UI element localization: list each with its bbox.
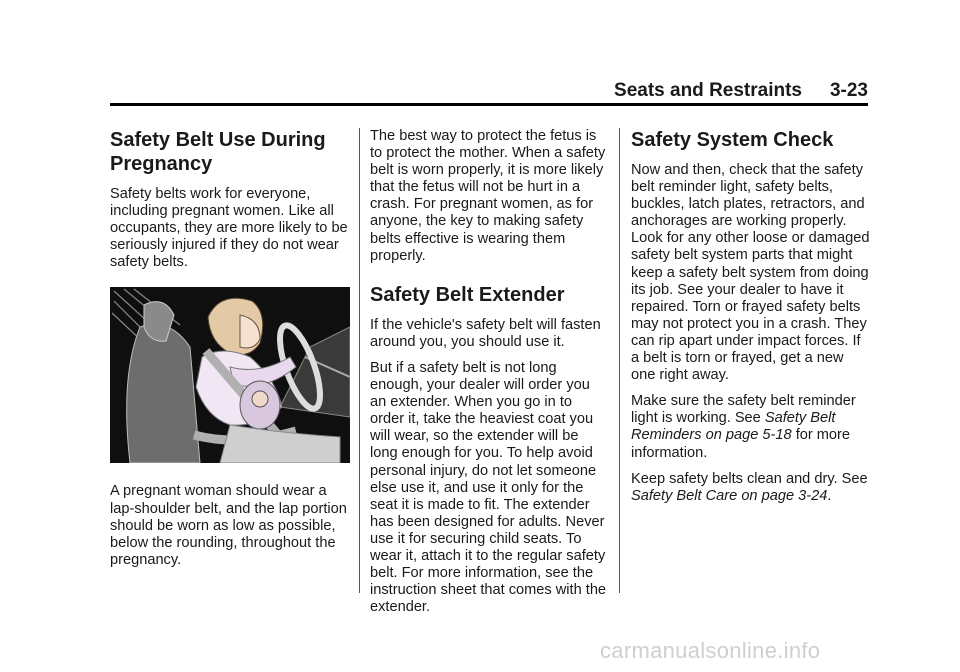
page-number: 3-23 [829, 80, 868, 101]
paragraph-fetus: The best way to protect the fetus is to protect the mother. When a safety belt is worn properly, it is more likely that the fetus will not be hurt in a crash. For pregnant women, as for anyone, the key to making safety belts effective is wearing them properly. [370, 128, 606, 264]
column-2 [370, 128, 608, 625]
header-rule [110, 103, 868, 106]
link-safety-belt-care[interactable]: Safety Belt Care on page 3-24 [631, 487, 828, 504]
page-header [110, 80, 868, 102]
figure-caption: A pregnant woman should wear a lap-shoulder belt, and the lap portion should be worn as low as possible, below the rounding, throughout the pregnancy. [110, 483, 347, 568]
column-1 [110, 128, 350, 578]
column-divider-2 [619, 128, 620, 593]
paragraph-extender-order: But if a safety belt is not long enough, your dealer will order you an extender. When you go in to order it, take the heaviest coat you will wear, so the extender will be long enough for you. To help avoid personal injury, do not let someone else use it, and use it only for the seat it is made to fit. The extender has been designed for adults. Never use it for securing child seats. To wear it, attach it to the regular safety belt. For more information, see the instruction sheet that comes with the extender. [370, 359, 607, 616]
heading-belt-extender: Safety Belt Extender [370, 283, 565, 306]
pregnant-woman-illustration [110, 287, 350, 463]
paragraph-intro: Safety belts work for everyone, including pregnant women. Like all occupants, they are more likely to be seriously injured if they do not wear safety belts. [110, 186, 348, 271]
paragraph-belt-care: Keep safety belts clean and dry. See Safety Belt Care on page 3-24. [631, 470, 868, 504]
section-title: Seats and Restraints [614, 80, 802, 101]
column-3 [631, 128, 871, 514]
paragraph-extender-use: If the vehicle's safety belt will fasten around you, you should use it. [370, 316, 601, 350]
watermark: carmanualsonline.info [600, 638, 821, 663]
column-divider-1 [359, 128, 360, 593]
heading-safety-system-check: Safety System Check [631, 129, 834, 151]
paragraph-check: Now and then, check that the safety belt reminder light, safety belts, buckles, latch plates, retractors, and anchorages are working properly. Look for any other loose or damaged safety belt system parts that might keep a safety belt system from doing its job. See your dealer to have it repaired. Torn or frayed safety belts may not protect you in a crash. They can rip apart under impact forces. If a belt is torn or frayed, get a new one right away. [631, 162, 870, 384]
heading-belt-pregnancy: Safety Belt Use During Pregnancy [110, 129, 326, 175]
link-safety-belt-reminders[interactable]: Safety Belt Reminders on page 5-18 [631, 410, 836, 444]
paragraph-reminder-light: Make sure the safety belt reminder light is working. See Safety Belt Reminders on page 5-18 for more information. [631, 393, 856, 461]
